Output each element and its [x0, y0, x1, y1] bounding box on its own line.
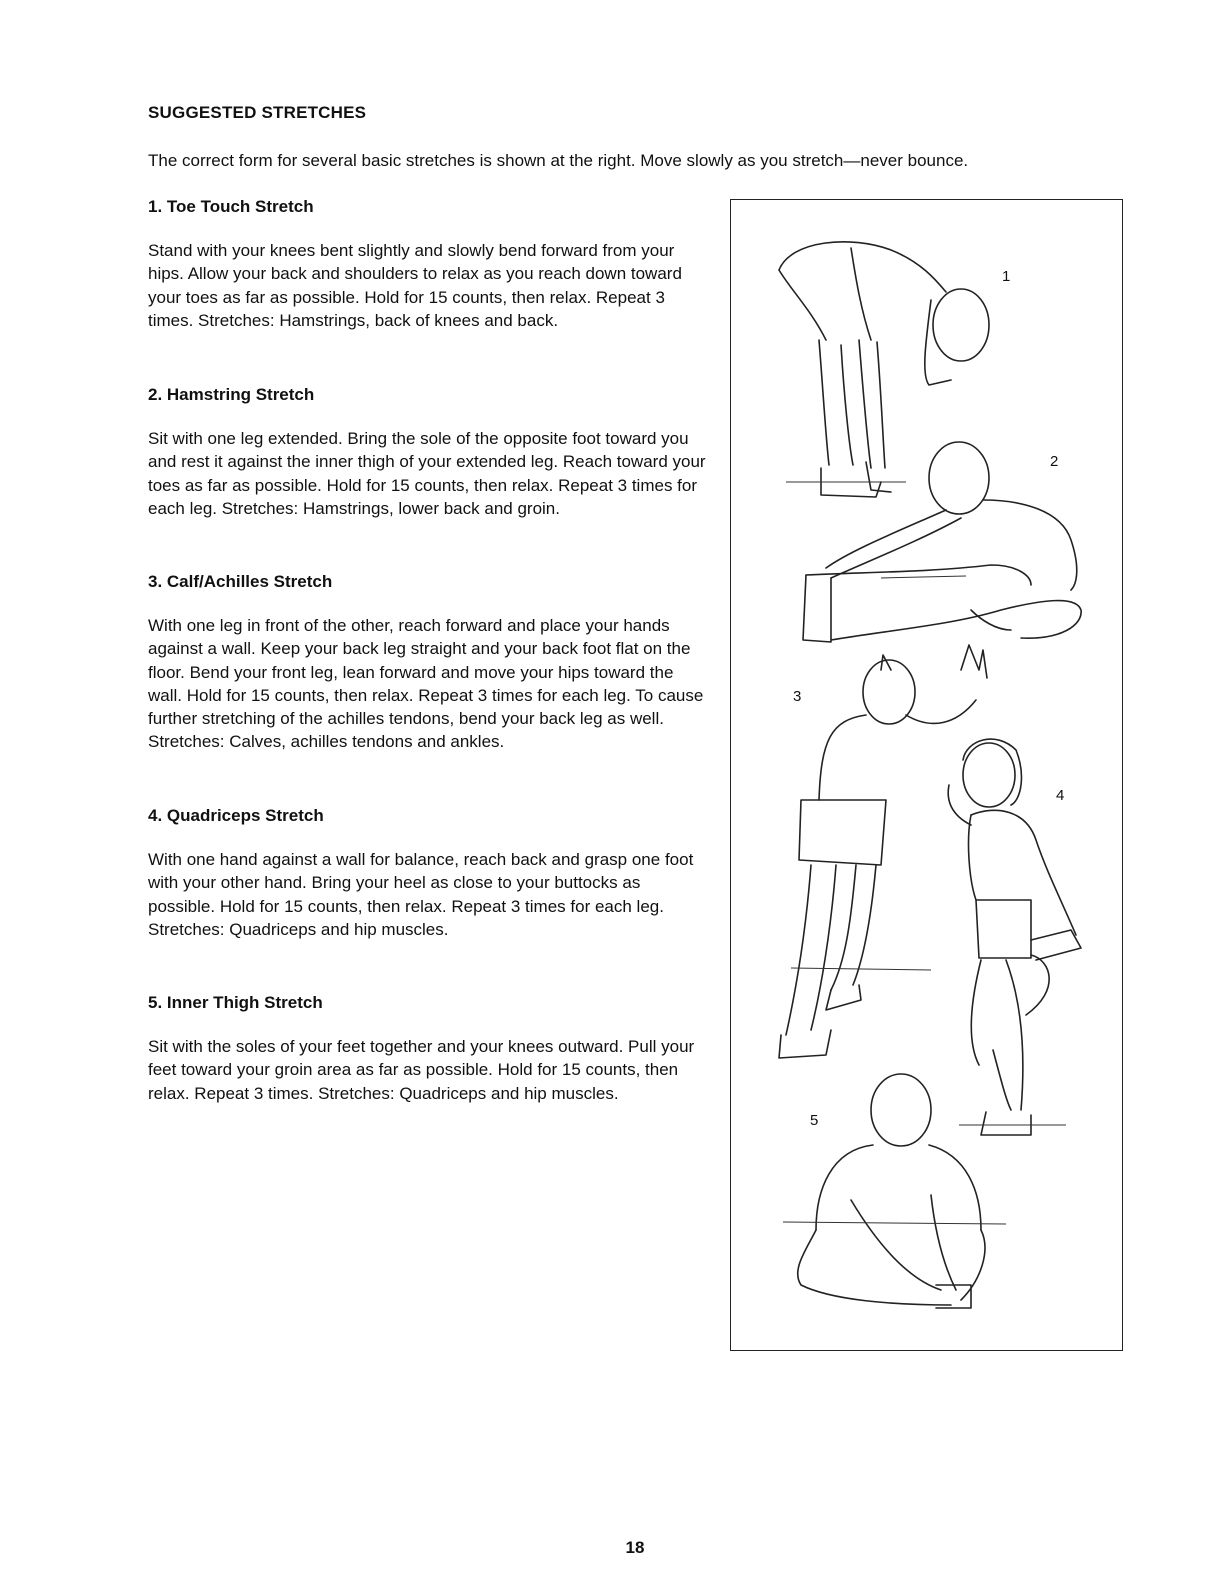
stretch-heading: 5. Inner Thigh Stretch [148, 993, 323, 1012]
stretch-section-calf-achilles [148, 572, 708, 754]
stretch-section-inner-thigh [148, 993, 708, 1105]
stretch-section-quadriceps [148, 806, 708, 941]
stretch-illustrations [731, 200, 1121, 1349]
figure-number-4: 4 [1056, 787, 1065, 804]
figure-number-1: 1 [1002, 268, 1011, 285]
stretch-description: With one leg in front of the other, reach forward and place your hands against a wall. Keep your back leg straight and your back foot flat on the floor. Bend your front leg, lean forward and move your hips toward the wall. Hold for 15 counts, then relax. Repeat 3 times for each leg. To cause further stretching of the achilles tendons, bend your back leg as well. Stretches: Calves, achilles tendons and ankles. [148, 616, 704, 752]
stretch-description: Sit with one leg extended. Bring the sole of the opposite foot toward you and rest it against the inner thigh of your extended leg. Reach toward your toes as far as possible. Hold for 15 counts, then relax. Repeat 3 times for each leg. Stretches: Hamstrings, lower back and groin. [148, 429, 706, 518]
stretch-heading: 3. Calf/Achilles Stretch [148, 572, 333, 591]
stretch-heading: 2. Hamstring Stretch [148, 385, 315, 404]
hamstring-figure [803, 442, 1081, 642]
toe-touch-figure [779, 242, 989, 497]
inner-thigh-figure [783, 1074, 1006, 1308]
figure-number-3: 3 [793, 688, 802, 705]
stretch-description: Stand with your knees bent slightly and slowly bend forward from your hips. Allow your back and shoulders to relax as you reach down toward your toes as far as possible. Hold for 15 counts, then relax. Repeat 3 times. Stretches: Hamstrings, back of knees and back. [148, 241, 682, 330]
stretch-description: Sit with the soles of your feet together and your knees outward. Pull your feet toward your groin area as far as possible. Hold for 15 counts, then relax. Repeat 3 times. Stretches: Quadriceps and hip muscles. [148, 1037, 695, 1103]
page-title: SUGGESTED STRETCHES [148, 103, 367, 122]
stretch-heading: 4. Quadriceps Stretch [148, 806, 324, 825]
page-number: 18 [625, 1538, 645, 1557]
stretch-section-toe-touch [148, 197, 708, 332]
stretch-section-hamstring [148, 385, 708, 520]
calf-achilles-figure [779, 645, 987, 1058]
figure-number-5: 5 [810, 1112, 819, 1129]
stretch-description: With one hand against a wall for balance, reach back and grasp one foot with your other hand. Bring your heel as close to your buttocks as possible. Hold for 15 counts, then relax. Repeat 3 times for each leg. Stretches: Quadriceps and hip muscles. [148, 850, 694, 939]
intro-text: The correct form for several basic stretches is shown at the right. Move slowly as you stretch—never bounce. [148, 151, 969, 170]
stretch-heading: 1. Toe Touch Stretch [148, 197, 314, 216]
stretch-illustration-panel [730, 199, 1123, 1351]
figure-number-2: 2 [1050, 453, 1059, 470]
